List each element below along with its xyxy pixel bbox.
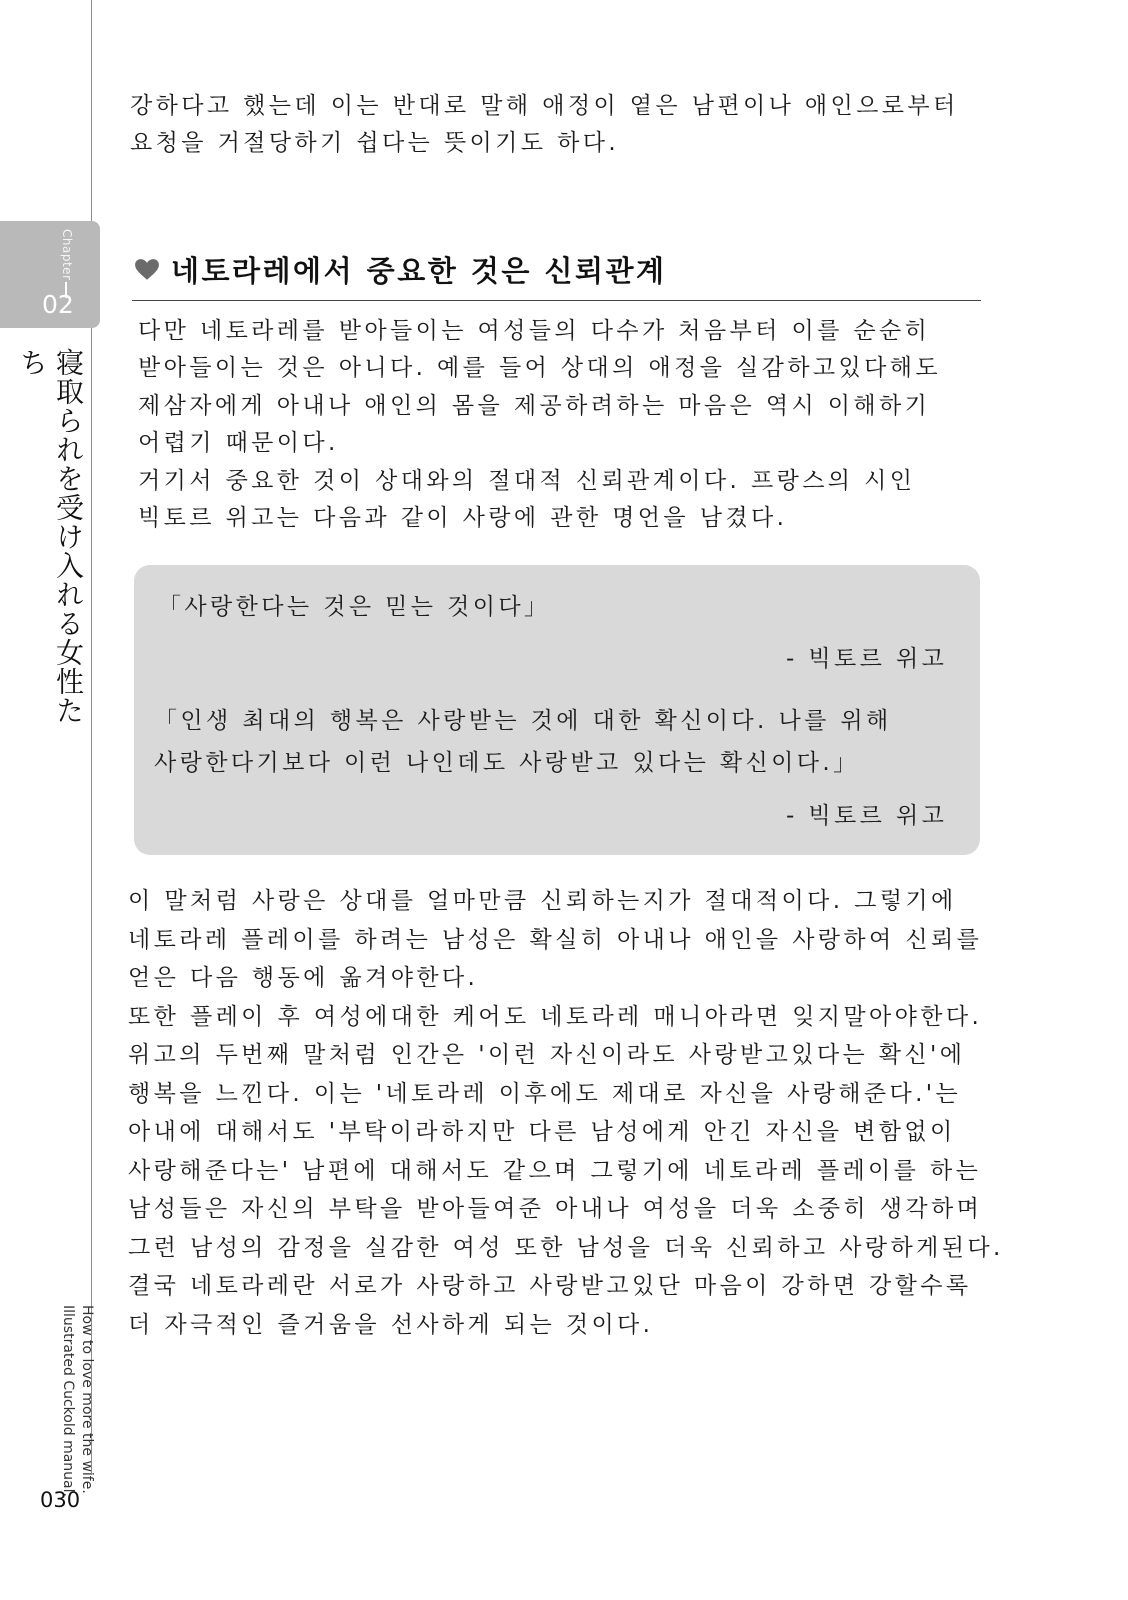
body-paragraph-2: 이 말처럼 사랑은 상대를 얼마만큼 신뢰하는지가 절대적이다. 그렇기에 네토라레 플레이를 하려는 남성은 확실히 아내나 애인을 사랑하여 신뢰를 얻은 다음 행동에 옮겨야한다. 또한 플레이 후 여성에대한 케어도 네토라레 매니아라면 잊지말아야한다. 위고의 두번째 말처럼 인간은 '이런 자신이라도 사랑받고있다는 확신'에 행복을 느낀다. 이는 '네토라레 이후에도 제대로 자신을 사랑해준다.'는 아내에 대해서도 '부탁이라하지만 다른 남성에게 안긴 자신을 변함없이 사랑해준다는' 남편에 대해서도 같으며 그렇기에 네토라레 플레이를 하는 남성들은 자신의 부탁을 받아들여준 아내나 여성을 더욱 소중히 생각하며 그런 남성의 감정을 실감한 여성 또한 남성을 더욱 신뢰하고 사랑하게된다. 결국 네토라레란 서로가 사랑하고 사랑받고있단 마음이 강하면 강할수록 더 자극적인 즐거움을 선사하게 되는 것이다.: [128, 888, 1004, 1338]
page-number: 030: [40, 1488, 81, 1512]
quote-1-author: - 빅토르 위고: [786, 646, 948, 672]
chapter-label: Chapter: [60, 229, 74, 281]
intro-paragraph: 강하다고 했는데 이는 반대로 말해 애정이 옅은 남편이나 애인으로부터 요청을 거절당하기 쉽다는 뜻이기도 하다.: [130, 93, 959, 157]
quote-2: 「인생 최대의 행복은 사랑받는 것에 대한 확신이다. 나를 위해 사랑한다기보다 이런 나인데도 사랑받고 있다는 확신이다.」: [154, 708, 892, 776]
quote-2-author: - 빅토르 위고: [786, 803, 948, 829]
quote-1: 「사랑한다는 것은 믿는 것이다」: [158, 594, 551, 620]
section-heading: 네토라레에서 중요한 것은 신뢰관계: [171, 254, 667, 288]
chapter-title: 寝取られを受け入れる女性たち: [16, 348, 85, 725]
body-paragraph-1: 다만 네토라레를 받아들이는 여성들의 다수가 처음부터 이를 순순히 받아들이는 것은 아니다. 예를 들어 상대의 애정을 실감하고있다해도 제삼자에게 아내나 애인의 몸을 제공하려하는 마음은 역시 이해하기 어렵기 때문이다. 거기서 중요한 것이 상대와의 절대적 신뢰관계이다. 프랑스의 시인 빅토르 위고는 다음과 같이 사랑에 관한 명언을 남겼다.: [138, 318, 941, 532]
book-title-line-2: Illustrated Cuckold manual.: [60, 1305, 76, 1497]
chapter-number: 02: [42, 290, 74, 319]
book-title-line-1: How to love more the wife.: [79, 1305, 95, 1494]
heading-underline: [132, 300, 981, 301]
heart-icon: [134, 257, 160, 283]
book-title: [48, 1305, 96, 1497]
